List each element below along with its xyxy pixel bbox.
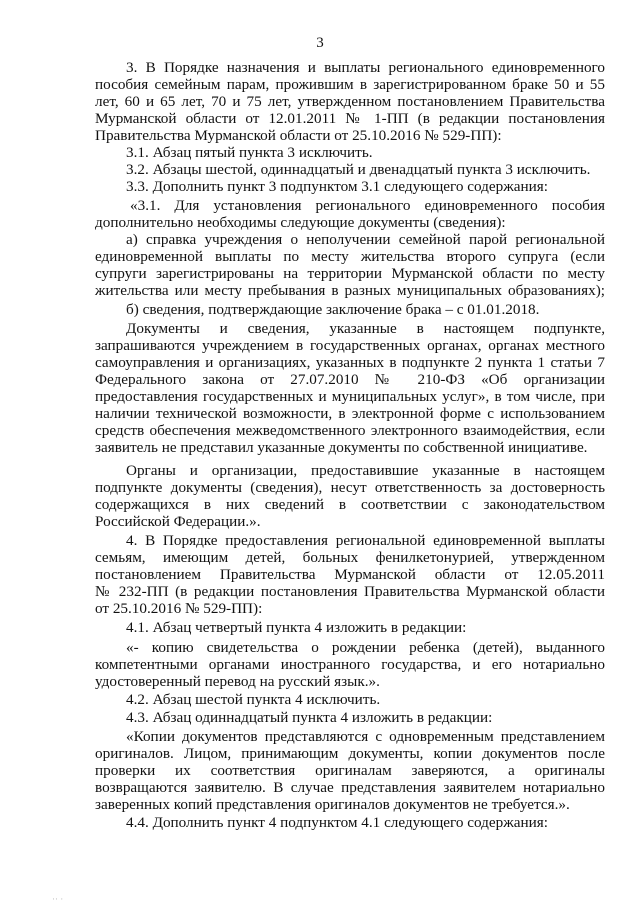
text-line: заявитель не представил указанные документы по собственной инициативе. xyxy=(95,439,588,456)
text-line: содержащихся в них сведений в соответствии с законодательством xyxy=(95,496,605,513)
text-line: 4.4. Дополнить пункт 4 подпунктом 4.1 следующего содержания: xyxy=(126,814,548,831)
text-line: 3.2. Абзацы шестой, одиннадцатый и двенадцатый пункта 3 исключить. xyxy=(126,161,591,178)
scan-speck: ·· · xyxy=(52,894,64,904)
text-line: предоставления государственных и муниципальных услуг», в том числе, при xyxy=(95,388,605,405)
text-line: Документы и сведения, указанные в настоящем подпункте, xyxy=(126,320,605,337)
text-line: жительства или месту пребывания в разных муниципальных образованиях); xyxy=(95,282,605,299)
text-line: 4.3. Абзац одиннадцатый пункта 4 изложить в редакции: xyxy=(126,709,493,726)
text-line: заверенных копий представления оригиналов документов не требуется.». xyxy=(95,796,570,813)
text-line: б) сведения, подтверждающие заключение брака – с 01.01.2018. xyxy=(126,301,540,318)
text-line: постановлением Правительства Мурманской области от 12.05.2011 xyxy=(95,566,605,583)
text-line: запрашиваются учреждением в государственных органах, органах местного xyxy=(95,337,605,354)
text-line: 4.1. Абзац четвертый пункта 4 изложить в редакции: xyxy=(126,619,467,636)
text-line: супруги зарегистрированы на территории Мурманской области по месту xyxy=(95,265,605,282)
text-line: Правительства Мурманской области от 25.10.2016 № 529-ПП): xyxy=(95,127,502,144)
text-line: семьям, имеющим детей, больных фенилкетонурией, утвержденном xyxy=(95,549,605,566)
text-line: 3.1. Абзац пятый пункта 3 исключить. xyxy=(126,144,373,161)
text-line: проверки их соответствия оригиналам заверяются, а оригиналы xyxy=(95,762,605,779)
text-line: «Копии документов представляются с одновременным представлением xyxy=(126,728,605,745)
text-line: средств обеспечения межведомственного электронного взаимодействия, если xyxy=(95,422,605,439)
text-line: пособия семейным парам, прожившим в зарегистрированном браке 50 и 55 xyxy=(95,76,605,93)
text-line: возвращаются заявителю. В случае представления заявителем нотариально xyxy=(95,779,605,796)
text-line: дополнительно необходимы следующие документы (сведения): xyxy=(95,214,506,231)
text-line: Органы и организации, предоставившие указанные в настоящем xyxy=(126,462,605,479)
text-line: а) справка учреждения о неполучении семейной парой региональной xyxy=(126,231,605,248)
text-line: 4. В Порядке предоставления региональной единовременной выплаты xyxy=(126,532,605,549)
text-line: 3.3. Дополнить пункт 3 подпунктом 3.1 следующего содержания: xyxy=(126,178,548,195)
text-line: от 25.10.2016 № 529-ПП): xyxy=(95,600,263,617)
text-line: 3. В Порядке назначения и выплаты регионального единовременного xyxy=(126,59,605,76)
text-line: «- копию свидетельства о рождении ребенка (детей), выданного xyxy=(126,639,605,656)
text-line: удостоверенный перевод на русский язык.». xyxy=(95,673,380,690)
text-line: 4.2. Абзац шестой пункта 4 исключить. xyxy=(126,691,381,708)
text-line: компетентными органами иностранного государства, и его нотариально xyxy=(95,656,605,673)
text-line: самоуправления и организациях, указанных в подпункте 2 пункта 1 статьи 7 xyxy=(95,354,605,371)
text-line: Российской Федерации.». xyxy=(95,513,261,530)
page-number: 3 xyxy=(316,35,324,51)
text-line: подпункте документы (сведения), несут ответственность за достоверность xyxy=(95,479,605,496)
text-line: «3.1. Для установления регионального единовременного пособия xyxy=(130,197,605,214)
text-line: лет, 60 и 65 лет, 70 и 75 лет, утвержденном постановлением Правительства xyxy=(95,93,605,110)
text-line: оригиналов. Лицом, принимающим документы, копии документов после xyxy=(95,745,605,762)
text-line: единовременной выплаты по месту жительства второго супруга (если xyxy=(95,248,605,265)
text-line: № 232-ПП (в редакции постановления Правительства Мурманской области xyxy=(95,583,605,600)
text-line: Федерального закона от 27.07.2010 № 210-ФЗ «Об организации xyxy=(95,371,605,388)
text-line: наличии технической возможности, в электронной форме с использованием xyxy=(95,405,605,422)
text-line: Мурманской области от 12.01.2011 № 1-ПП (в редакции постановления xyxy=(95,110,605,127)
